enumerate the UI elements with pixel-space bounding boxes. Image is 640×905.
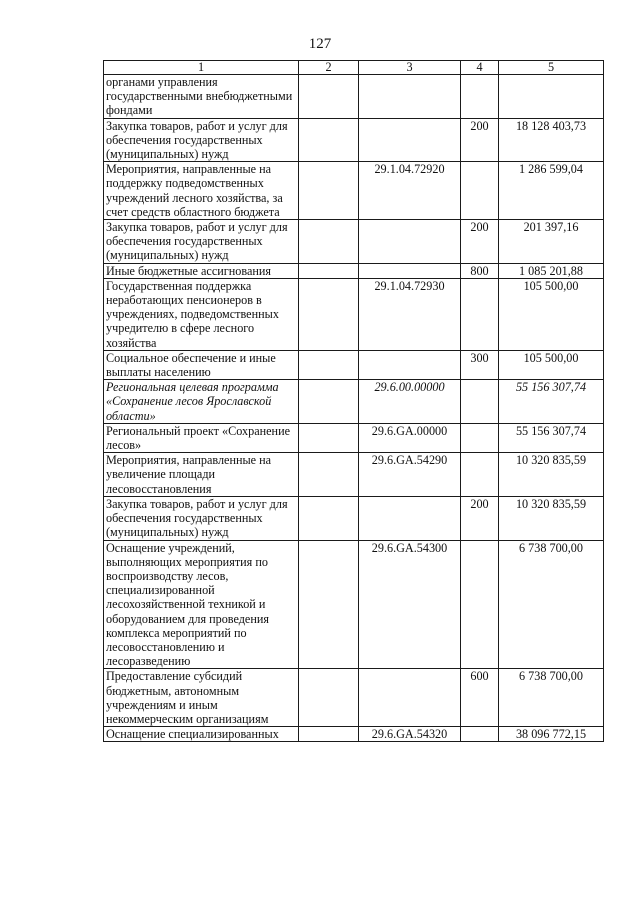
table-row xyxy=(104,75,604,119)
row-code-cell xyxy=(359,496,461,540)
table-row xyxy=(104,727,604,742)
row-type-cell: 200 xyxy=(461,118,499,162)
row-empty-cell xyxy=(299,727,359,742)
row-code-cell: 29.1.04.72930 xyxy=(359,278,461,350)
row-name-cell: органами управления государственными внебюджетными фондами xyxy=(104,75,299,119)
row-code-cell xyxy=(359,263,461,278)
table-row xyxy=(104,380,604,424)
row-empty-cell xyxy=(299,263,359,278)
row-type-cell xyxy=(461,540,499,669)
row-type-cell xyxy=(461,423,499,452)
page-number: 127 xyxy=(308,36,332,52)
row-name-cell: Государственная поддержка неработающих пенсионеров в учреждениях, подведомственных учредителю в сфере лесного хозяйства xyxy=(104,278,299,350)
row-amount-cell: 1 085 201,88 xyxy=(499,263,604,278)
row-amount-cell: 6 738 700,00 xyxy=(499,669,604,727)
column-header-3: 3 xyxy=(359,61,461,75)
row-type-cell xyxy=(461,162,499,220)
row-empty-cell xyxy=(299,423,359,452)
row-name-cell: Оснащение учреждений, выполняющих мероприятия по воспроизводству лесов, специализированной лесохозяйственной техникой и оборудованием для проведения комплекса мероприятий по лесовосстановлению и лесоразведению xyxy=(104,540,299,669)
row-name-cell: Региональный проект «Сохранение лесов» xyxy=(104,423,299,452)
table-row xyxy=(104,423,604,452)
row-type-cell xyxy=(461,75,499,119)
table-row xyxy=(104,453,604,497)
row-amount-cell: 18 128 403,73 xyxy=(499,118,604,162)
row-amount-cell: 1 286 599,04 xyxy=(499,162,604,220)
row-code-cell: 29.6.00.00000 xyxy=(359,380,461,424)
row-empty-cell xyxy=(299,669,359,727)
row-name-cell: Иные бюджетные ассигнования xyxy=(104,263,299,278)
row-code-cell xyxy=(359,669,461,727)
row-type-cell xyxy=(461,727,499,742)
row-code-cell xyxy=(359,220,461,264)
table-row xyxy=(104,540,604,669)
row-amount-cell: 6 738 700,00 xyxy=(499,540,604,669)
budget-table xyxy=(103,60,604,742)
row-empty-cell xyxy=(299,118,359,162)
row-amount-cell xyxy=(499,75,604,119)
row-code-cell xyxy=(359,350,461,379)
row-amount-cell: 38 096 772,15 xyxy=(499,727,604,742)
row-empty-cell xyxy=(299,75,359,119)
row-type-cell: 200 xyxy=(461,220,499,264)
row-name-cell: Закупка товаров, работ и услуг для обеспечения государственных (муниципальных) нужд xyxy=(104,220,299,264)
row-name-cell: Закупка товаров, работ и услуг для обеспечения государственных (муниципальных) нужд xyxy=(104,496,299,540)
row-type-cell: 200 xyxy=(461,496,499,540)
row-amount-cell: 55 156 307,74 xyxy=(499,423,604,452)
table-row xyxy=(104,263,604,278)
column-header-1: 1 xyxy=(104,61,299,75)
row-amount-cell: 201 397,16 xyxy=(499,220,604,264)
row-amount-cell: 10 320 835,59 xyxy=(499,453,604,497)
row-empty-cell xyxy=(299,220,359,264)
row-code-cell: 29.6.GA.54300 xyxy=(359,540,461,669)
row-empty-cell xyxy=(299,453,359,497)
row-code-cell: 29.6.GA.00000 xyxy=(359,423,461,452)
table-row xyxy=(104,496,604,540)
row-amount-cell: 105 500,00 xyxy=(499,350,604,379)
row-type-cell xyxy=(461,278,499,350)
row-type-cell xyxy=(461,453,499,497)
row-code-cell: 29.6.GA.54290 xyxy=(359,453,461,497)
row-name-cell: Закупка товаров, работ и услуг для обеспечения государственных (муниципальных) нужд xyxy=(104,118,299,162)
table-row xyxy=(104,278,604,350)
row-empty-cell xyxy=(299,540,359,669)
row-type-cell: 300 xyxy=(461,350,499,379)
row-name-cell: Региональная целевая программа «Сохранение лесов Ярославской области» xyxy=(104,380,299,424)
row-empty-cell xyxy=(299,380,359,424)
table-row xyxy=(104,118,604,162)
column-header-4: 4 xyxy=(461,61,499,75)
row-type-cell: 800 xyxy=(461,263,499,278)
row-amount-cell: 55 156 307,74 xyxy=(499,380,604,424)
row-code-cell xyxy=(359,75,461,119)
row-amount-cell: 105 500,00 xyxy=(499,278,604,350)
row-empty-cell xyxy=(299,496,359,540)
column-header-2: 2 xyxy=(299,61,359,75)
row-empty-cell xyxy=(299,350,359,379)
row-code-cell xyxy=(359,118,461,162)
row-empty-cell xyxy=(299,162,359,220)
row-amount-cell: 10 320 835,59 xyxy=(499,496,604,540)
row-type-cell xyxy=(461,380,499,424)
table-body xyxy=(104,61,604,742)
row-name-cell: Предоставление субсидий бюджетным, автономным учреждениям и иным некоммерческим организациям xyxy=(104,669,299,727)
row-type-cell: 600 xyxy=(461,669,499,727)
row-name-cell: Мероприятия, направленные на увеличение площади лесовосстановления xyxy=(104,453,299,497)
table-row xyxy=(104,669,604,727)
table-row xyxy=(104,220,604,264)
row-name-cell: Мероприятия, направленные на поддержку подведомственных учреждений лесного хозяйства, за счет средств областного бюджета xyxy=(104,162,299,220)
row-empty-cell xyxy=(299,278,359,350)
table-row xyxy=(104,350,604,379)
column-header-5: 5 xyxy=(499,61,604,75)
row-code-cell: 29.1.04.72920 xyxy=(359,162,461,220)
table-header-row xyxy=(104,61,604,75)
row-code-cell: 29.6.GA.54320 xyxy=(359,727,461,742)
table-row xyxy=(104,162,604,220)
row-name-cell: Оснащение специализированных xyxy=(104,727,299,742)
row-name-cell: Социальное обеспечение и иные выплаты населению xyxy=(104,350,299,379)
